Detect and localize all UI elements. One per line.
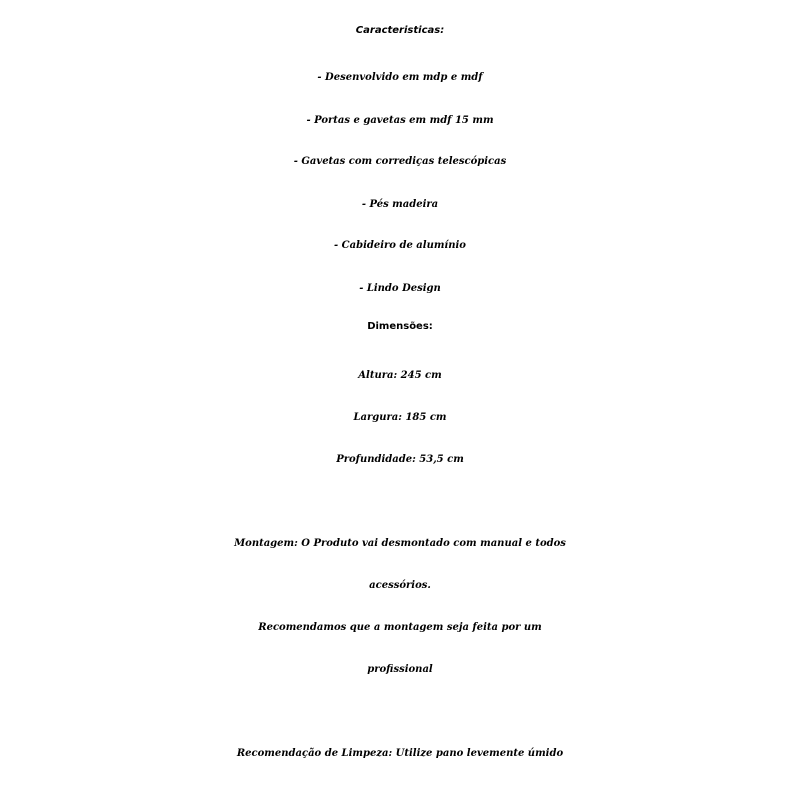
feature-item: - Desenvolvido em mdp e mdf [317, 72, 483, 83]
dimensoes-heading: Dimensões: [367, 321, 433, 332]
feature-item: - Portas e gavetas em mdf 15 mm [306, 115, 494, 126]
montagem-line-3: Recomendamos que a montagem seja feita por um [258, 622, 542, 633]
montagem-line-1: Montagem: O Produto vai desmontado com manual e todos [234, 538, 566, 549]
caracteristicas-heading: Caracteristicas: [355, 25, 445, 36]
feature-item: - Cabideiro de alumínio [334, 240, 466, 251]
feature-item: - Lindo Design [359, 283, 441, 294]
limpeza-recommendation: Recomendação de Limpeza: Utilize pano levemente úmido [236, 748, 564, 759]
montagem-line-4: profissional [367, 664, 433, 675]
dimension-height: Altura: 245 cm [358, 370, 442, 381]
feature-item: - Pés madeira [361, 199, 439, 210]
dimension-width: Largura: 185 cm [353, 412, 447, 423]
dimension-depth: Profundidade: 53,5 cm [336, 454, 464, 465]
montagem-line-2: acessórios. [369, 580, 431, 591]
feature-item: - Gavetas com corrediças telescópicas [293, 156, 507, 167]
